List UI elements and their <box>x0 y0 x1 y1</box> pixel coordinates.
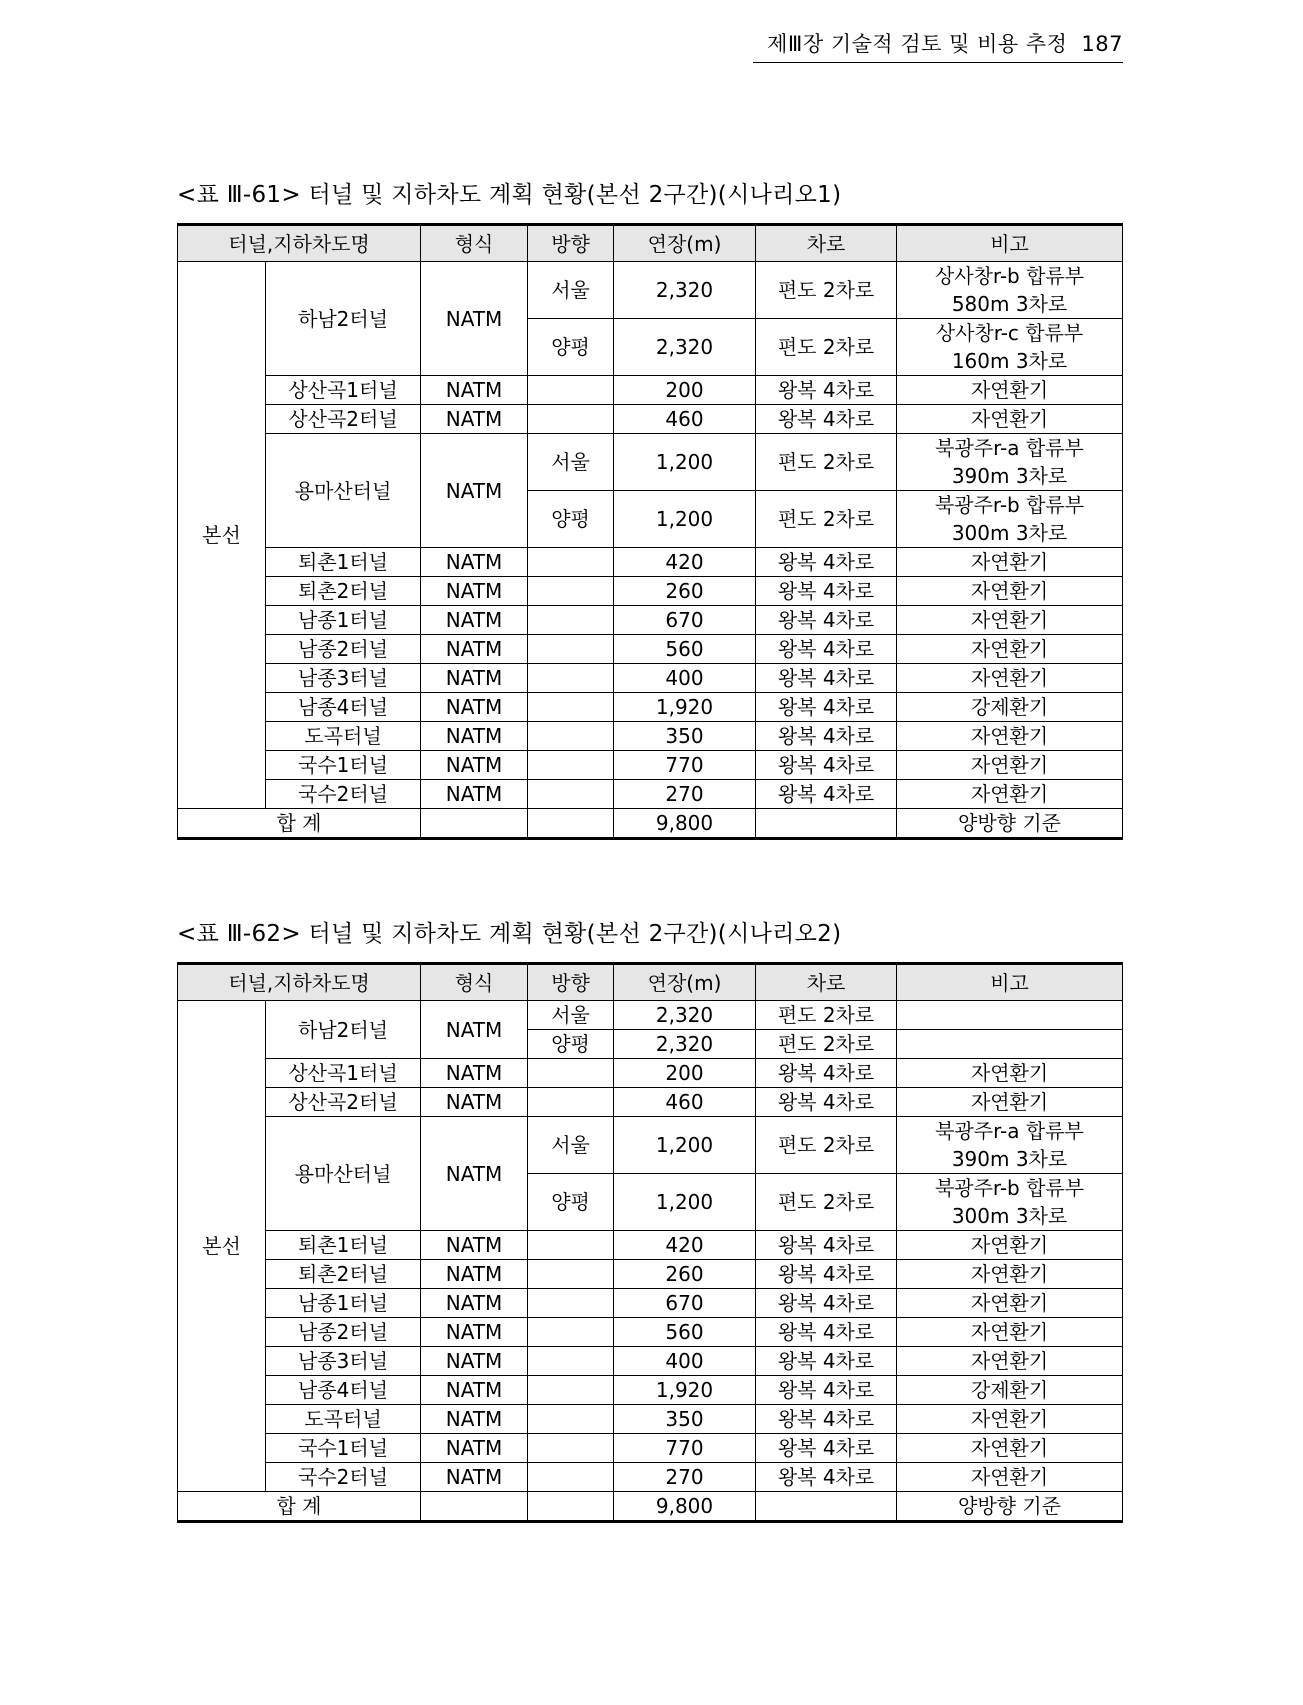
tunnel-name: 국수2터널 <box>266 780 421 809</box>
tunnel-name: 하남2터널 <box>266 262 421 376</box>
note-line-2: 300m 3차로 <box>951 521 1068 545</box>
tunnel-type: NATM <box>421 751 528 780</box>
direction: 양평 <box>528 319 614 376</box>
direction: 양평 <box>528 1030 614 1059</box>
length: 770 <box>614 1434 756 1463</box>
table-row <box>178 1376 1123 1405</box>
tunnel-type: NATM <box>421 1463 528 1492</box>
lane: 편도 2차로 <box>756 1174 897 1231</box>
length: 260 <box>614 1260 756 1289</box>
col-header-lane: 차로 <box>756 964 897 1001</box>
note: 자연환기 <box>897 1405 1123 1434</box>
table-row <box>178 1059 1123 1088</box>
tunnel-name: 도곡터널 <box>266 722 421 751</box>
total-length: 9,800 <box>614 809 756 839</box>
tunnel-name: 국수1터널 <box>266 1434 421 1463</box>
tunnel-type: NATM <box>421 1376 528 1405</box>
lane: 왕복 4차로 <box>756 405 897 434</box>
note: 강제환기 <box>897 693 1123 722</box>
col-header-length: 연장(m) <box>614 225 756 262</box>
note: 자연환기 <box>897 1059 1123 1088</box>
table-caption-2: <표 Ⅲ-62> 터널 및 지하차도 계획 현황(본선 2구간)(시나리오2) <box>177 921 842 947</box>
length: 200 <box>614 1059 756 1088</box>
direction: 서울 <box>528 1001 614 1030</box>
length: 1,200 <box>614 434 756 491</box>
direction <box>528 1231 614 1260</box>
lane: 편도 2차로 <box>756 1001 897 1030</box>
tunnel-type: NATM <box>421 635 528 664</box>
note-line-1: 북광주r-b 합류부 <box>934 1176 1085 1200</box>
length: 1,920 <box>614 1376 756 1405</box>
note: 자연환기 <box>897 606 1123 635</box>
tunnel-name: 남종1터널 <box>266 1289 421 1318</box>
table-row <box>178 1289 1123 1318</box>
total-length: 9,800 <box>614 1492 756 1522</box>
direction <box>528 664 614 693</box>
note <box>897 434 1123 491</box>
chapter-title: 제Ⅲ장 기술적 검토 및 비용 추정 <box>767 32 1068 56</box>
note: 자연환기 <box>897 1088 1123 1117</box>
note <box>897 1001 1123 1030</box>
table-row <box>178 1088 1123 1117</box>
note-line-1: 북광주r-b 합류부 <box>934 493 1085 517</box>
direction: 서울 <box>528 434 614 491</box>
total-direction <box>528 1492 614 1522</box>
direction <box>528 1260 614 1289</box>
note: 자연환기 <box>897 722 1123 751</box>
table-row <box>178 1434 1123 1463</box>
col-header-length: 연장(m) <box>614 964 756 1001</box>
note-line-2: 300m 3차로 <box>951 1204 1068 1228</box>
tunnel-type: NATM <box>421 1231 528 1260</box>
note: 자연환기 <box>897 635 1123 664</box>
total-row <box>178 1492 1123 1522</box>
note-line-1: 상사창r-b 합류부 <box>934 264 1085 288</box>
note: 강제환기 <box>897 1376 1123 1405</box>
tunnel-name: 용마산터널 <box>266 1117 421 1231</box>
tunnel-type: NATM <box>421 376 528 405</box>
lane: 왕복 4차로 <box>756 780 897 809</box>
col-header-direction: 방향 <box>528 225 614 262</box>
table-row <box>178 722 1123 751</box>
note: 자연환기 <box>897 751 1123 780</box>
col-header-type: 형식 <box>421 225 528 262</box>
tunnel-name: 하남2터널 <box>266 1001 421 1059</box>
lane: 편도 2차로 <box>756 319 897 376</box>
tunnel-name: 퇴촌2터널 <box>266 1260 421 1289</box>
note-line-2: 390m 3차로 <box>951 464 1068 488</box>
tunnel-type: NATM <box>421 1405 528 1434</box>
tunnel-type: NATM <box>421 1059 528 1088</box>
direction: 서울 <box>528 1117 614 1174</box>
tunnel-type: NATM <box>421 1289 528 1318</box>
table-caption-1: <표 Ⅲ-61> 터널 및 지하차도 계획 현황(본선 2구간)(시나리오1) <box>177 182 842 208</box>
total-note: 양방향 기준 <box>897 1492 1123 1522</box>
tunnel-type: NATM <box>421 405 528 434</box>
table-row <box>178 1260 1123 1289</box>
length: 1,200 <box>614 491 756 548</box>
lane: 왕복 4차로 <box>756 577 897 606</box>
tunnel-type: NATM <box>421 780 528 809</box>
table-header-row <box>178 225 1123 262</box>
lane: 왕복 4차로 <box>756 693 897 722</box>
lane: 왕복 4차로 <box>756 1231 897 1260</box>
table-row <box>178 577 1123 606</box>
tunnel-name: 남종3터널 <box>266 1347 421 1376</box>
group-label: 본선 <box>178 262 266 809</box>
table-row <box>178 405 1123 434</box>
col-header-note: 비고 <box>897 964 1123 1001</box>
table-row <box>178 1231 1123 1260</box>
direction <box>528 1434 614 1463</box>
tunnel-name: 용마산터널 <box>266 434 421 548</box>
note: 자연환기 <box>897 1434 1123 1463</box>
table-row <box>178 434 1123 491</box>
lane: 왕복 4차로 <box>756 1463 897 1492</box>
lane: 왕복 4차로 <box>756 751 897 780</box>
tunnel-name: 남종3터널 <box>266 664 421 693</box>
length: 1,920 <box>614 693 756 722</box>
lane: 왕복 4차로 <box>756 1405 897 1434</box>
direction <box>528 751 614 780</box>
total-type <box>421 1492 528 1522</box>
col-header-lane: 차로 <box>756 225 897 262</box>
direction <box>528 693 614 722</box>
direction <box>528 606 614 635</box>
note: 자연환기 <box>897 577 1123 606</box>
tunnel-type: NATM <box>421 262 528 376</box>
tunnel-type: NATM <box>421 1117 528 1231</box>
direction <box>528 1088 614 1117</box>
page-number: 187 <box>1081 32 1123 56</box>
length: 2,320 <box>614 262 756 319</box>
direction <box>528 635 614 664</box>
total-type <box>421 809 528 839</box>
note: 자연환기 <box>897 548 1123 577</box>
note-line-2: 390m 3차로 <box>951 1147 1068 1171</box>
table-row <box>178 693 1123 722</box>
table-row <box>178 548 1123 577</box>
note <box>897 262 1123 319</box>
tunnel-type: NATM <box>421 693 528 722</box>
lane: 편도 2차로 <box>756 434 897 491</box>
direction: 양평 <box>528 491 614 548</box>
tunnel-name: 국수1터널 <box>266 751 421 780</box>
note-line-2: 580m 3차로 <box>951 292 1068 316</box>
total-note: 양방향 기준 <box>897 809 1123 839</box>
tunnel-name: 상산곡1터널 <box>266 376 421 405</box>
note-line-1: 북광주r-a 합류부 <box>935 436 1084 460</box>
tunnel-type: NATM <box>421 1434 528 1463</box>
lane: 왕복 4차로 <box>756 635 897 664</box>
note: 자연환기 <box>897 1347 1123 1376</box>
col-header-type: 형식 <box>421 964 528 1001</box>
tunnel-type: NATM <box>421 1001 528 1059</box>
tunnel-name: 남종2터널 <box>266 1318 421 1347</box>
lane: 편도 2차로 <box>756 1030 897 1059</box>
tunnel-name: 남종2터널 <box>266 635 421 664</box>
direction <box>528 577 614 606</box>
direction <box>528 1289 614 1318</box>
tunnel-name: 퇴촌1터널 <box>266 548 421 577</box>
length: 1,200 <box>614 1117 756 1174</box>
total-lane <box>756 1492 897 1522</box>
direction <box>528 1059 614 1088</box>
note: 자연환기 <box>897 405 1123 434</box>
lane: 왕복 4차로 <box>756 1376 897 1405</box>
tunnel-type: NATM <box>421 606 528 635</box>
lane: 왕복 4차로 <box>756 1088 897 1117</box>
table-row <box>178 780 1123 809</box>
length: 460 <box>614 1088 756 1117</box>
total-row <box>178 809 1123 839</box>
length: 670 <box>614 1289 756 1318</box>
length: 270 <box>614 1463 756 1492</box>
length: 400 <box>614 664 756 693</box>
length: 1,200 <box>614 1174 756 1231</box>
col-header-name: 터널,지하차도명 <box>178 964 421 1001</box>
table-row <box>178 1347 1123 1376</box>
lane: 편도 2차로 <box>756 491 897 548</box>
tunnel-type: NATM <box>421 1088 528 1117</box>
table-header-row <box>178 964 1123 1001</box>
length: 200 <box>614 376 756 405</box>
tunnel-name: 퇴촌1터널 <box>266 1231 421 1260</box>
length: 420 <box>614 1231 756 1260</box>
length: 350 <box>614 722 756 751</box>
total-label: 합 계 <box>178 809 421 839</box>
tunnel-type: NATM <box>421 548 528 577</box>
lane: 왕복 4차로 <box>756 1434 897 1463</box>
length: 460 <box>614 405 756 434</box>
direction <box>528 1405 614 1434</box>
note-line-1: 북광주r-a 합류부 <box>935 1119 1084 1143</box>
lane: 왕복 4차로 <box>756 1347 897 1376</box>
tunnel-table-2 <box>177 962 1123 1523</box>
table-row <box>178 1463 1123 1492</box>
tunnel-type: NATM <box>421 722 528 751</box>
total-direction <box>528 809 614 839</box>
lane: 편도 2차로 <box>756 1117 897 1174</box>
tunnel-name: 남종4터널 <box>266 1376 421 1405</box>
col-header-name: 터널,지하차도명 <box>178 225 421 262</box>
length: 770 <box>614 751 756 780</box>
running-header <box>753 28 1123 63</box>
tunnel-type: NATM <box>421 434 528 548</box>
length: 420 <box>614 548 756 577</box>
tunnel-type: NATM <box>421 1260 528 1289</box>
note <box>897 319 1123 376</box>
note <box>897 1174 1123 1231</box>
lane: 왕복 4차로 <box>756 1318 897 1347</box>
note-line-1: 상사창r-c 합류부 <box>935 321 1084 345</box>
lane: 왕복 4차로 <box>756 1059 897 1088</box>
length: 400 <box>614 1347 756 1376</box>
note: 자연환기 <box>897 1289 1123 1318</box>
note <box>897 1030 1123 1059</box>
lane: 왕복 4차로 <box>756 1289 897 1318</box>
total-lane <box>756 809 897 839</box>
direction <box>528 1318 614 1347</box>
table-row <box>178 262 1123 319</box>
note <box>897 1117 1123 1174</box>
lane: 왕복 4차로 <box>756 548 897 577</box>
length: 670 <box>614 606 756 635</box>
lane: 왕복 4차로 <box>756 722 897 751</box>
table-row <box>178 376 1123 405</box>
length: 2,320 <box>614 1030 756 1059</box>
table-row <box>178 1117 1123 1174</box>
direction: 서울 <box>528 262 614 319</box>
direction <box>528 548 614 577</box>
group-label: 본선 <box>178 1001 266 1492</box>
tunnel-name: 상산곡1터널 <box>266 1059 421 1088</box>
note: 자연환기 <box>897 1260 1123 1289</box>
note-line-2: 160m 3차로 <box>951 349 1068 373</box>
length: 2,320 <box>614 319 756 376</box>
direction <box>528 1347 614 1376</box>
tunnel-type: NATM <box>421 577 528 606</box>
tunnel-name: 남종1터널 <box>266 606 421 635</box>
length: 560 <box>614 1318 756 1347</box>
direction <box>528 722 614 751</box>
direction: 양평 <box>528 1174 614 1231</box>
table-row <box>178 751 1123 780</box>
tunnel-name: 상산곡2터널 <box>266 405 421 434</box>
table-row <box>178 664 1123 693</box>
note: 자연환기 <box>897 376 1123 405</box>
direction <box>528 376 614 405</box>
length: 270 <box>614 780 756 809</box>
tunnel-type: NATM <box>421 1318 528 1347</box>
tunnel-type: NATM <box>421 664 528 693</box>
table-row <box>178 635 1123 664</box>
lane: 왕복 4차로 <box>756 1260 897 1289</box>
direction <box>528 1376 614 1405</box>
tunnel-type: NATM <box>421 1347 528 1376</box>
total-label: 합 계 <box>178 1492 421 1522</box>
lane: 왕복 4차로 <box>756 376 897 405</box>
note <box>897 491 1123 548</box>
table-row <box>178 1405 1123 1434</box>
length: 560 <box>614 635 756 664</box>
lane: 왕복 4차로 <box>756 606 897 635</box>
tunnel-name: 도곡터널 <box>266 1405 421 1434</box>
note: 자연환기 <box>897 664 1123 693</box>
tunnel-name: 상산곡2터널 <box>266 1088 421 1117</box>
direction <box>528 405 614 434</box>
tunnel-name: 퇴촌2터널 <box>266 577 421 606</box>
length: 260 <box>614 577 756 606</box>
note: 자연환기 <box>897 780 1123 809</box>
tunnel-name: 국수2터널 <box>266 1463 421 1492</box>
lane: 편도 2차로 <box>756 262 897 319</box>
note: 자연환기 <box>897 1318 1123 1347</box>
note: 자연환기 <box>897 1463 1123 1492</box>
col-header-direction: 방향 <box>528 964 614 1001</box>
direction <box>528 1463 614 1492</box>
lane: 왕복 4차로 <box>756 664 897 693</box>
note: 자연환기 <box>897 1231 1123 1260</box>
table-row <box>178 606 1123 635</box>
tunnel-table-1 <box>177 223 1123 840</box>
table-row <box>178 1001 1123 1030</box>
length: 2,320 <box>614 1001 756 1030</box>
direction <box>528 780 614 809</box>
table-row <box>178 1318 1123 1347</box>
col-header-note: 비고 <box>897 225 1123 262</box>
length: 350 <box>614 1405 756 1434</box>
tunnel-name: 남종4터널 <box>266 693 421 722</box>
